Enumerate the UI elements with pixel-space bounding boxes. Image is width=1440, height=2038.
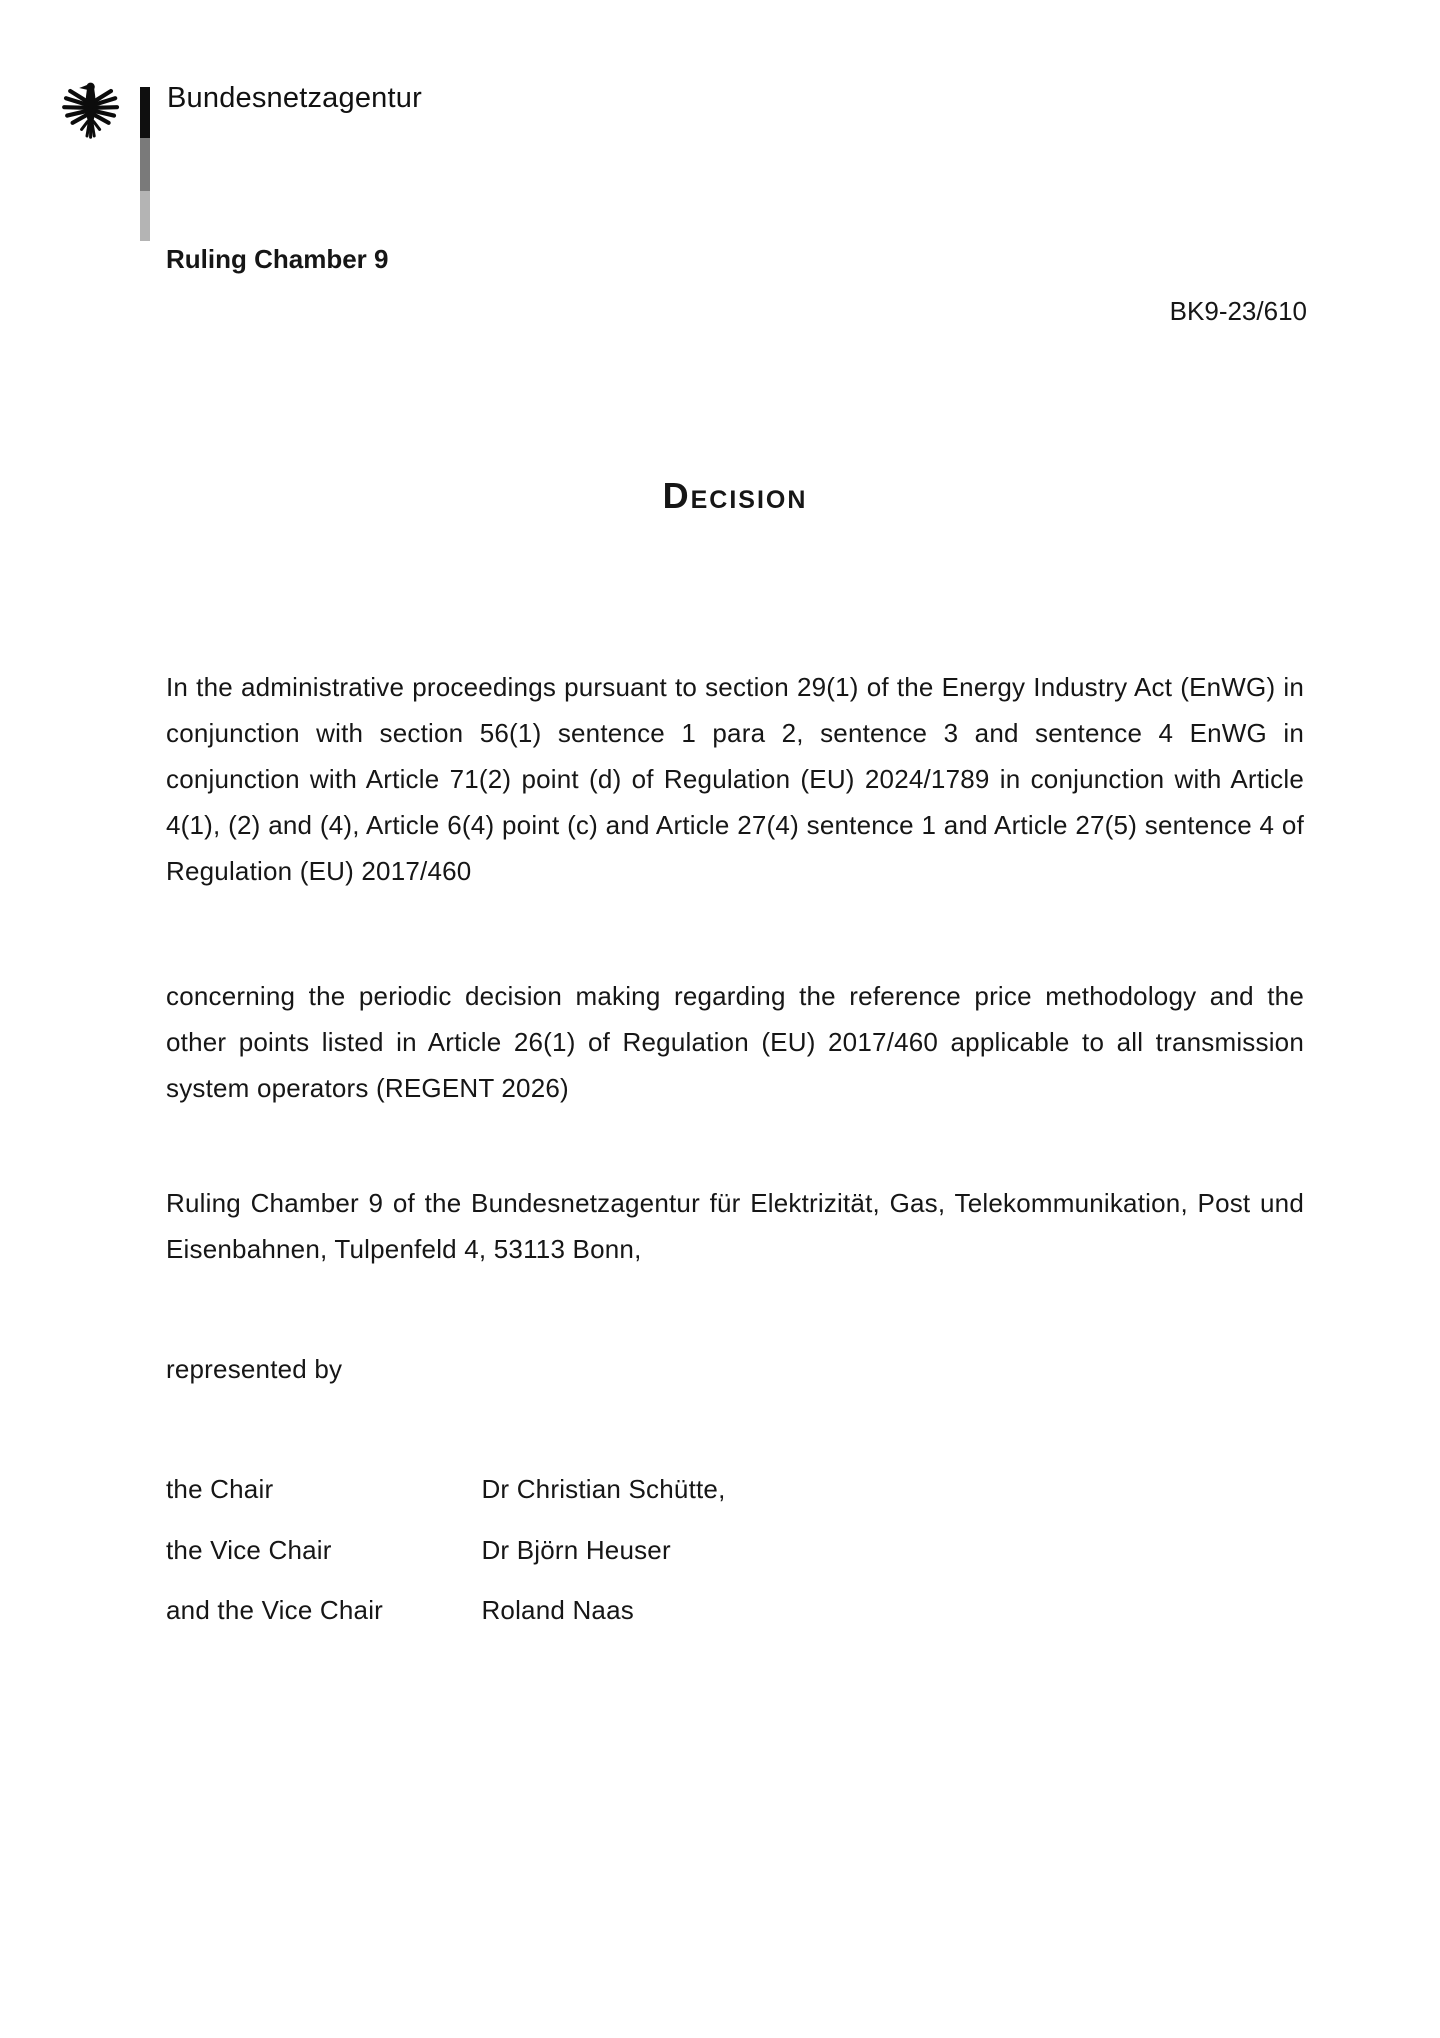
authority-paragraph: Ruling Chamber 9 of the Bundesnetzagentur für Elektrizität, Gas, Telekommunikation, Post und Eisenbahnen, Tulpenfeld 4, 53113 Bonn, — [166, 1188, 1304, 1264]
representative-role: and the Vice Chair — [166, 1595, 384, 1625]
representative-row — [166, 1594, 1304, 1626]
decision-title: Decision — [662, 475, 808, 516]
logo-bar-segment-middle — [140, 138, 150, 191]
logo-bar-segment-top — [140, 87, 150, 138]
representative-name: Roland Naas — [481, 1595, 634, 1625]
chamber-label: Ruling Chamber 9 — [166, 244, 389, 274]
representative-row — [166, 1473, 1304, 1505]
representative-row — [166, 1534, 1304, 1566]
logo-bar-segment-bottom — [140, 191, 150, 241]
representative-name: Dr Christian Schütte, — [481, 1474, 726, 1504]
logo-bar — [140, 87, 150, 241]
logo-wordmark: Bundesnetzagentur — [167, 82, 422, 114]
subject-paragraph: concerning the periodic decision making regarding the reference price methodology and the other points listed in Article 26(1) of Regulation (EU) 2017/460 applicable to all transmission system operators (REGENT 2026) — [166, 981, 1304, 1103]
representative-role: the Chair — [166, 1474, 274, 1504]
proceedings-paragraph: In the administrative proceedings pursuant to section 29(1) of the Energy Industry Act (EnWG) in conjunction with section 56(1) sentence 1 para 2, sentence 3 and sentence 4 EnWG in conjunction with Article 71(2) point (d) of Regulation (EU) 2024/1789 in conjunction with Article 4(1), (2) and (4), Article 6(4) point (c) and Article 27(4) sentence 1 and Article 27(5) sentence 4 of Regulation (EU) 2017/460 — [166, 672, 1304, 886]
federal-eagle-icon — [60, 78, 120, 146]
case-number: BK9-23/610 — [1169, 296, 1307, 326]
representative-name: Dr Björn Heuser — [481, 1535, 671, 1565]
representative-role: the Vice Chair — [166, 1535, 332, 1565]
represented-by-label: represented by — [166, 1354, 343, 1384]
